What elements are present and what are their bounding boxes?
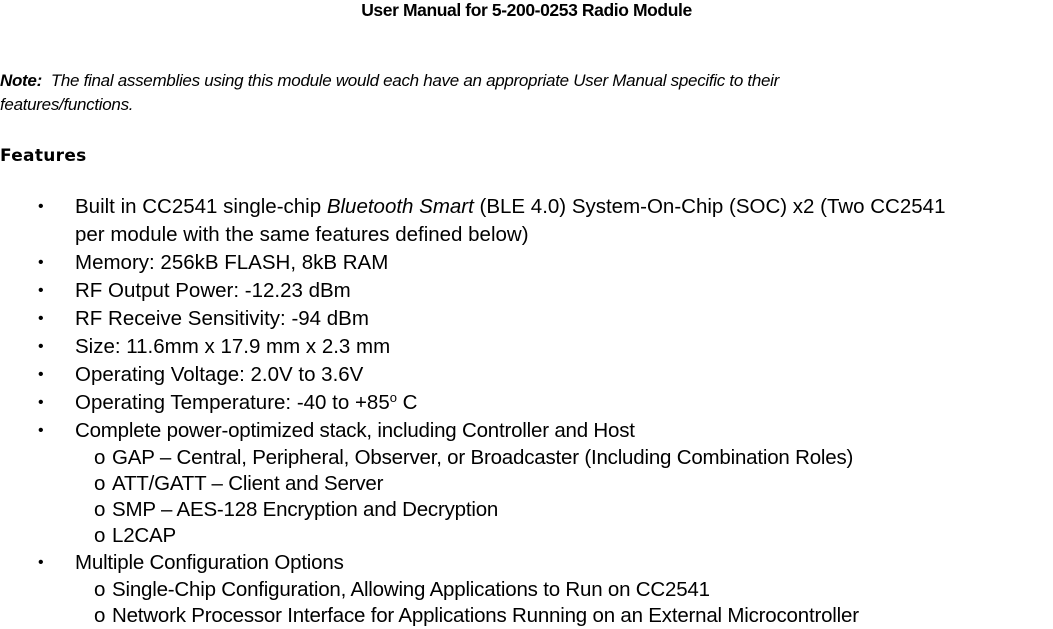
feature-group-stack (0, 417, 1053, 549)
feature-item-temperature (0, 389, 1053, 417)
bullet-icon: • (38, 338, 44, 355)
bullet-icon: • (38, 254, 44, 271)
feature-text (75, 389, 417, 417)
feature-text: Size: 11.6mm x 17.9 mm x 2.3 mm (75, 335, 391, 358)
note-text-line2: features/functions. (0, 95, 134, 114)
feature-text-post: C (396, 391, 418, 414)
feature-item-configuration (0, 549, 1053, 577)
feature-item-ble-soc-continuation (0, 221, 1053, 249)
feature-group-configuration (0, 549, 1053, 629)
bullet-icon: • (38, 422, 44, 439)
feature-text-continuation: per module with the same features defined below) (75, 223, 529, 246)
feature-item-voltage (0, 361, 1053, 389)
feature-text: Multiple Configuration Options (75, 551, 344, 574)
feature-item-memory (0, 249, 1053, 277)
features-heading: Features (0, 146, 87, 166)
features-list (0, 193, 1053, 629)
note-label: Note: (0, 71, 42, 90)
sub-item-text: ATT/GATT – Client and Server (112, 472, 384, 495)
feature-text (75, 193, 945, 221)
sub-item-smp (0, 497, 1053, 523)
sub-item-l2cap (0, 523, 1053, 549)
sub-item-text: Single-Chip Configuration, Allowing Applications to Run on CC2541 (112, 578, 710, 601)
feature-text: RF Receive Sensitivity: -94 dBm (75, 307, 369, 330)
document-title: User Manual for 5-200-0253 Radio Module (361, 0, 692, 20)
sub-item-text: Network Processor Interface for Applications Running on an External Microcontroller (112, 604, 859, 627)
feature-text-post: (BLE 4.0) System-On-Chip (SOC) x2 (Two CC2541 (473, 195, 946, 218)
sub-bullet-icon: o (94, 498, 106, 521)
bullet-icon: • (38, 282, 44, 299)
bullet-icon: • (38, 198, 44, 215)
sub-item-text: SMP – AES-128 Encryption and Decryption (112, 498, 499, 521)
feature-item-size (0, 333, 1053, 361)
feature-text-pre: Operating Temperature: -40 to +85 (75, 391, 390, 414)
feature-text: RF Output Power: -12.23 dBm (75, 279, 351, 302)
bullet-icon: • (38, 394, 44, 411)
sub-item-network-processor (0, 603, 1053, 629)
sub-bullet-icon: o (94, 604, 106, 627)
bullet-icon: • (38, 310, 44, 327)
sub-item-single-chip (0, 577, 1053, 603)
sub-bullet-icon: o (94, 578, 106, 601)
sub-bullet-icon: o (94, 524, 106, 547)
feature-text: Complete power-optimized stack, including Controller and Host (75, 419, 635, 442)
bullet-icon: • (38, 366, 44, 383)
sub-item-att-gatt (0, 471, 1053, 497)
feature-text-pre: Built in CC2541 single-chip (75, 195, 327, 218)
feature-text: Operating Voltage: 2.0V to 3.6V (75, 363, 364, 386)
feature-item-rf-output-power (0, 277, 1053, 305)
sub-bullet-icon: o (94, 472, 106, 495)
feature-text: Memory: 256kB FLASH, 8kB RAM (75, 251, 389, 274)
feature-item-ble-soc (0, 193, 1053, 221)
note-paragraph (0, 69, 1000, 117)
sub-item-text: L2CAP (112, 524, 176, 547)
feature-item-rf-sensitivity (0, 305, 1053, 333)
sub-item-text: GAP – Central, Peripheral, Observer, or Broadcaster (Including Combination Roles) (112, 446, 854, 469)
feature-item-stack (0, 417, 1053, 445)
bullet-icon: • (38, 554, 44, 571)
sub-item-gap (0, 445, 1053, 471)
sub-bullet-icon: o (94, 446, 106, 469)
degree-symbol: o (389, 390, 397, 405)
feature-text-italic: Bluetooth Smart (326, 195, 474, 218)
note-text-line1: The final assemblies using this module would each have an appropriate User Manual specific to their (50, 71, 779, 90)
